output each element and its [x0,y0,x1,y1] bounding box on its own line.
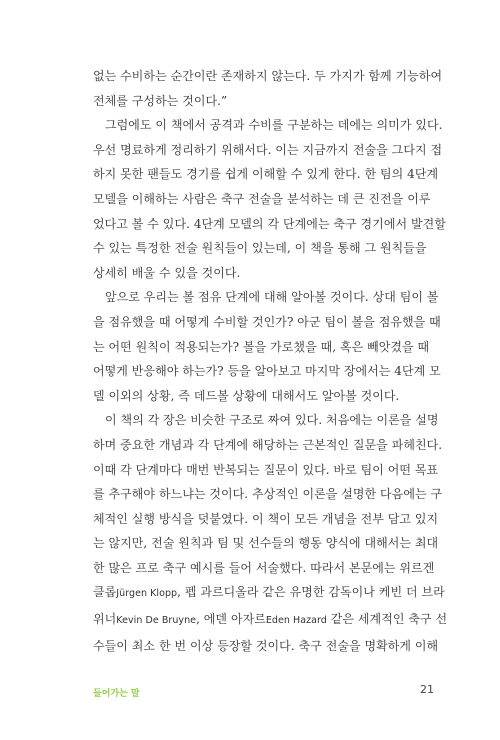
page-number: 21 [420,683,434,696]
text-line: 상세히 배울 수 있을 것이다. [93,265,241,280]
text-line: 었다고 볼 수 있다. 4단계 모델의 각 단계에는 축구 경기에서 발견할 [93,216,446,231]
text-segment: , 펩 과르디올라 같은 유명한 감독이나 케빈 더 브라 [177,585,445,600]
text-line: 우선 명료하게 정리하기 위해서다. 이는 지금까지 전술을 그다지 접 [93,142,443,157]
text-line: 없는 수비하는 순간이란 존재하지 않는다. 두 가지가 함께 기능하여 [93,69,443,83]
text-line: 그럼에도 이 책에서 공격과 수비를 구분하는 데에는 의미가 있다. [105,118,443,133]
text-line: 이 책의 각 장은 비슷한 구조로 짜여 있다. 처음에는 이론을 설명 [105,413,439,428]
text-line: 전체를 구성하는 것이다.” [93,93,228,108]
text-segment: 클롭 [93,585,117,600]
text-segment: 위너 [93,612,117,627]
text-line: 체적인 실행 방식을 덧붙였다. 이 책이 모든 개념을 전부 담고 있지 [93,511,439,526]
text-line: 를 추구해야 하느냐는 것이다. 추상적인 이론을 설명한 다음에는 구 [93,487,443,502]
text-line: 델 이외의 상황, 즉 데드볼 상황에 대해서도 알아볼 것이다. [93,388,400,403]
text-line: 앞으로 우리는 볼 점유 단계에 대해 알아볼 것이다. 상대 팀이 볼 [105,290,439,305]
text-line: 수들이 최소 한 번 이상 등장할 것이다. 축구 전술을 명확하게 이해 [93,638,439,653]
body-text [93,64,448,658]
text-line: 을 점유했을 때 어떻게 수비할 것인가? 아군 팀이 볼을 점유했을 때 [93,314,441,329]
name-original: Eden Hazard [265,615,327,627]
text-line: 한 많은 프로 축구 예시를 들어 서술했다. 따라서 본문에는 위르겐 [93,560,435,575]
text-segment: , 에덴 아자르 [196,612,266,627]
text-line: 는 어떤 원칙이 적용되는가? 볼을 가로챘을 때, 혹은 빼앗겼을 때 [93,339,430,354]
text-line: 하며 중요한 개념과 각 단계에 해당하는 근본적인 질문을 파헤친다. [93,437,443,452]
text-segment: 같은 세계적인 축구 선 [326,612,448,627]
name-original: Jürgen Klopp [116,588,178,600]
text-line: 수 있는 특정한 전술 원칙들이 있는데, 이 책을 통해 그 원칙들을 [93,241,427,256]
text-line [93,607,448,634]
text-line: 어떻게 반응해야 하는가? 등을 알아보고 마지막 장에서는 4단계 모 [93,364,441,379]
text-line: 모델을 이해하는 사람은 축구 전술을 분석하는 데 큰 진전을 이루 [93,191,431,206]
text-line: 는 않지만, 전술 원칙과 팀 및 선수들의 행동 양식에 대해서는 최대 [93,536,439,551]
text-line: 하지 못한 팬들도 경기를 쉽게 이해할 수 있게 한다. 한 팀의 4단계 [93,167,439,182]
text-line: 이때 각 단계마다 매번 반복되는 질문이 있다. 바로 팀이 어떤 목표 [93,462,439,477]
text-line [93,580,445,607]
name-original: Kevin De Bruyne [116,615,197,627]
running-footer-section: 들어가는 말 [93,689,140,699]
